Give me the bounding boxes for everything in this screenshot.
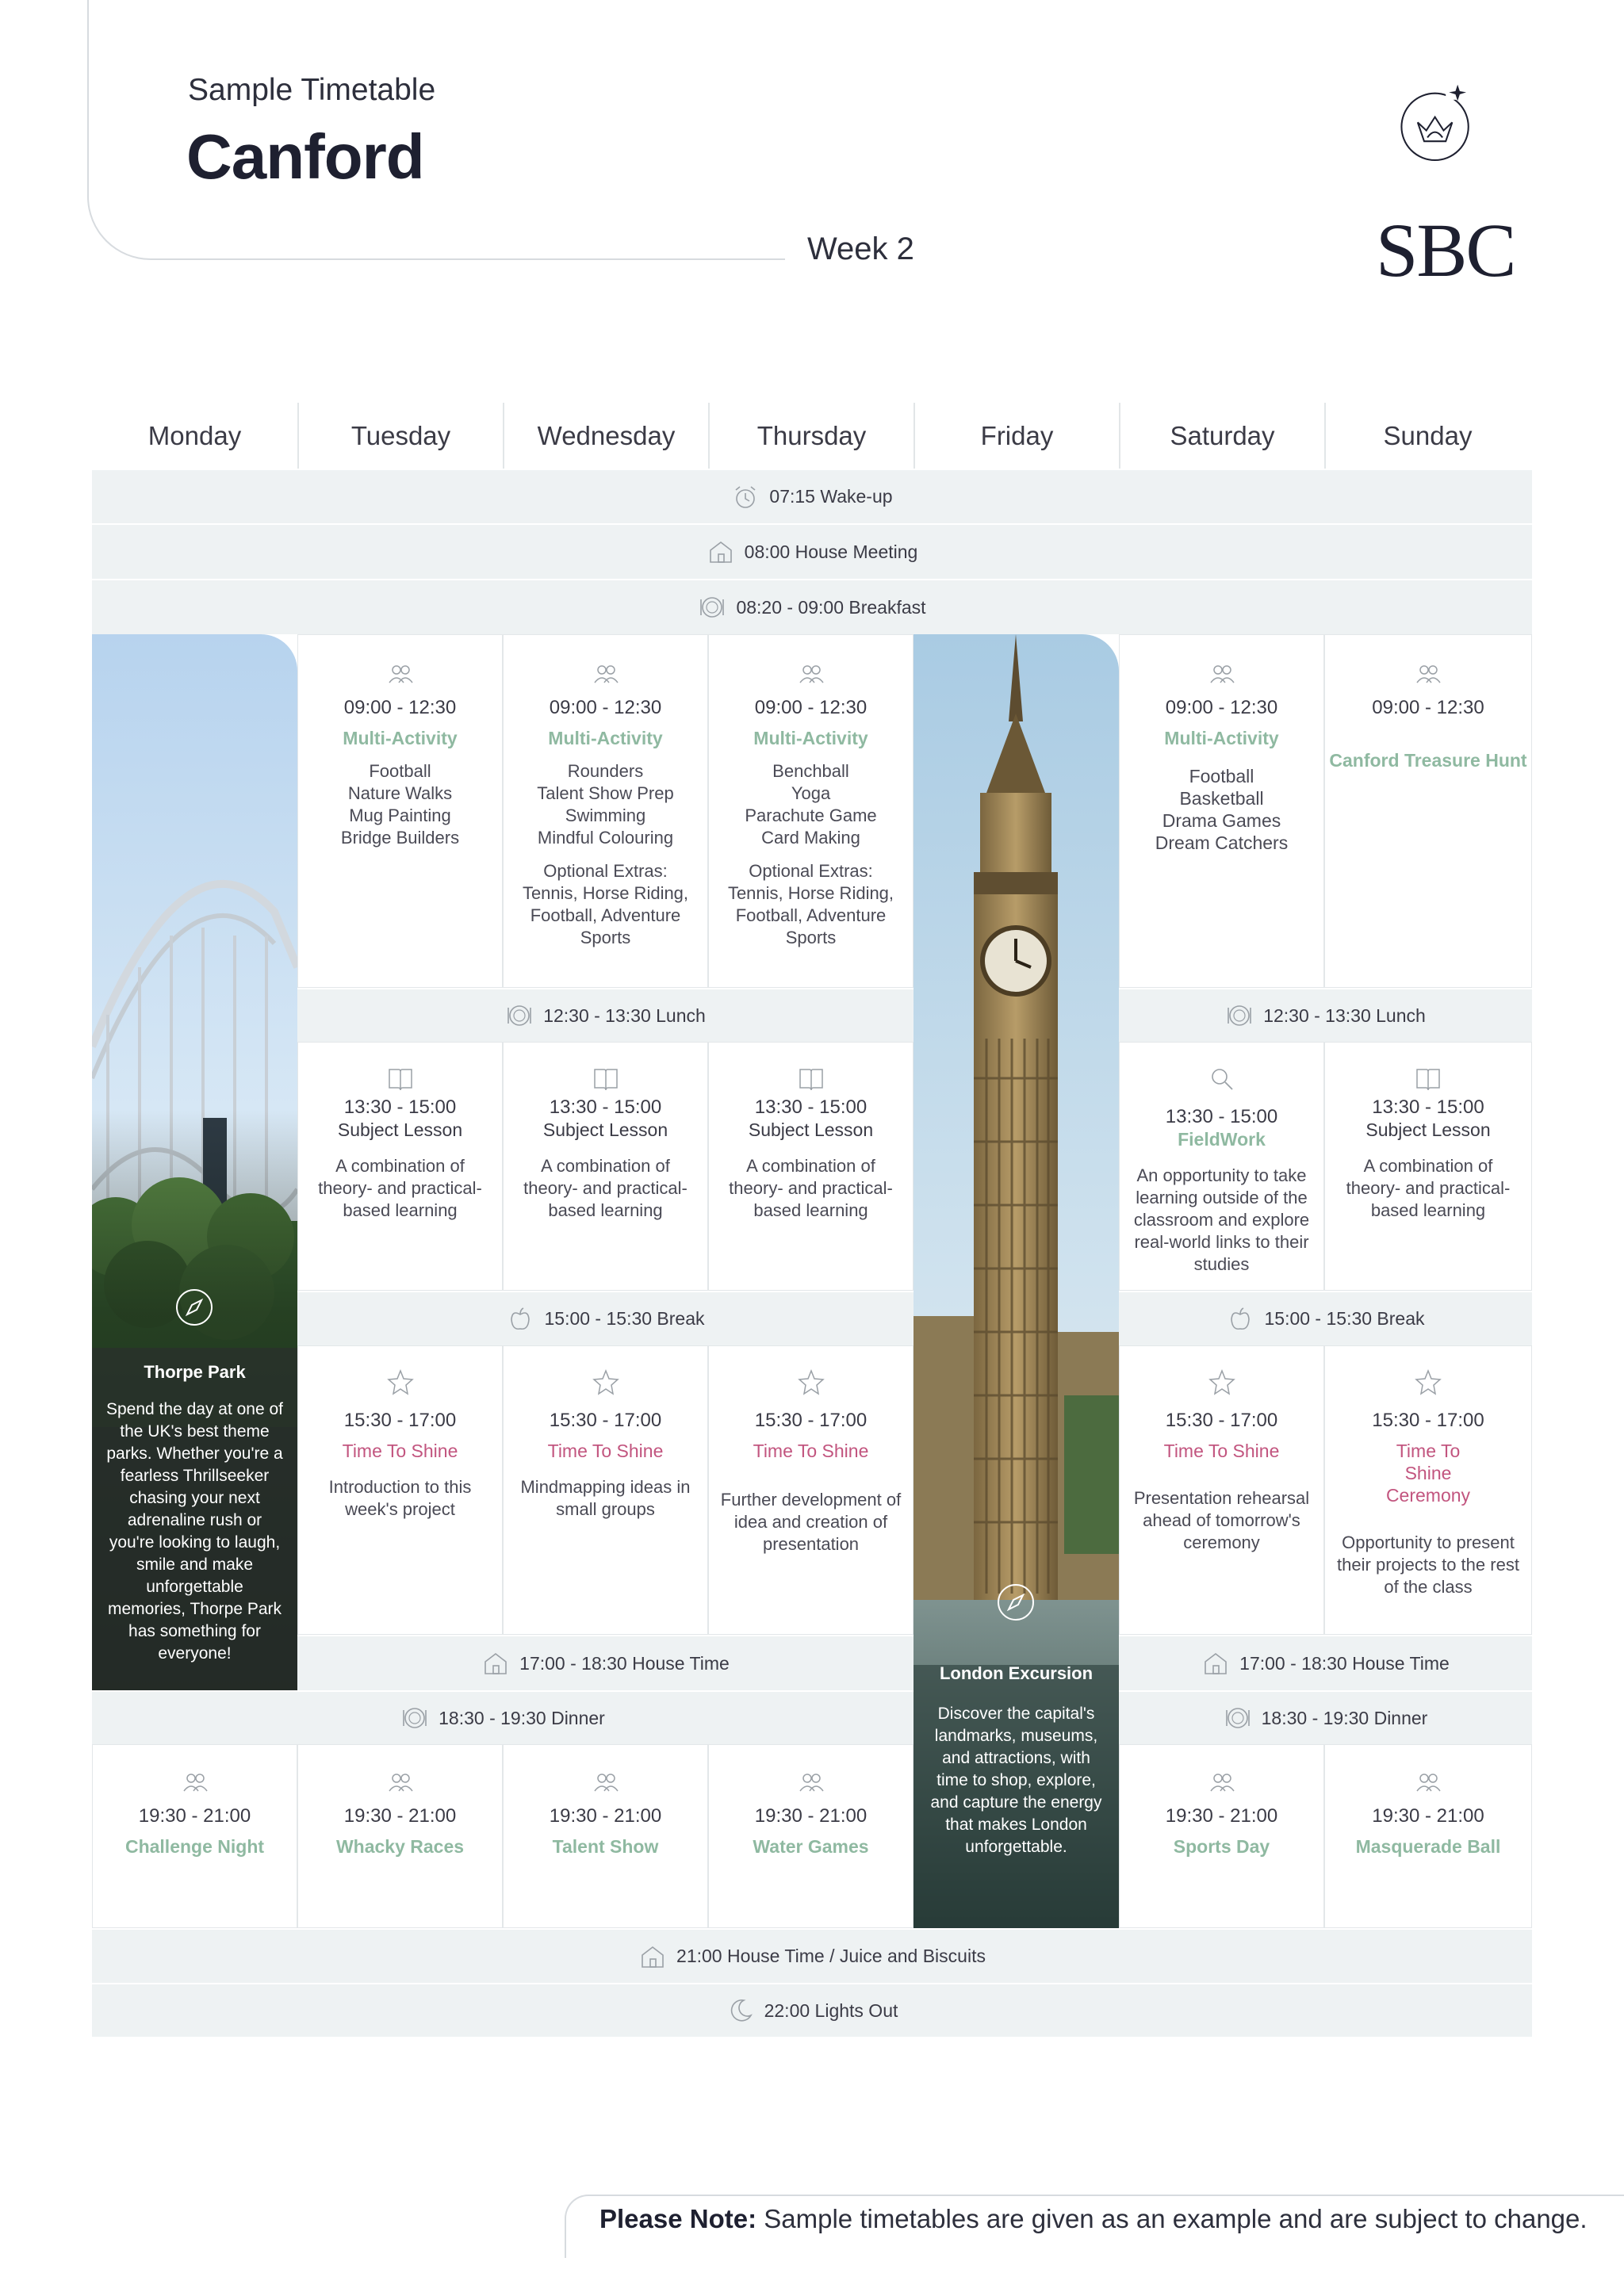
cell-time: 19:30 - 21:00 bbox=[1165, 1805, 1278, 1827]
list-item: Swimming bbox=[565, 806, 646, 825]
group-people-icon bbox=[1206, 1767, 1238, 1799]
alarm-clock-icon bbox=[731, 483, 760, 511]
cell-description: A combination of theory- and practical-based learning bbox=[1346, 1156, 1511, 1220]
cell-time: 13:30 - 15:00 bbox=[343, 1096, 457, 1118]
band-house-time-label: 17:00 - 18:30 House Time bbox=[1239, 1652, 1450, 1674]
house-icon bbox=[1201, 1649, 1230, 1678]
london-excursion-description: Discover the capital's landmarks, museums, and attractions, with time to shop, explore, and capture the energy that makes London unforgettable. bbox=[930, 1705, 1102, 1856]
cell-time: 13:30 - 15:00 bbox=[754, 1096, 868, 1118]
cell-title: Time To Shine bbox=[753, 1441, 869, 1461]
cell-title: Multi-Activity bbox=[753, 728, 868, 748]
cell-title: Time To Shine bbox=[1163, 1441, 1280, 1461]
list-item: Rounders bbox=[567, 761, 644, 781]
band-lights-out-label: 22:00 Lights Out bbox=[764, 1999, 898, 2021]
group-people-icon bbox=[385, 1767, 416, 1799]
cell-time: 19:30 - 21:00 bbox=[343, 1805, 457, 1827]
group-people-icon bbox=[795, 659, 827, 691]
day-header-sunday: Sunday bbox=[1324, 403, 1530, 469]
cell-time: 09:00 - 12:30 bbox=[1372, 697, 1484, 718]
list-item: Nature Walks bbox=[347, 783, 453, 803]
list-item: Parachute Game bbox=[745, 806, 877, 825]
cell-description: An opportunity to take learning outside of the classroom and explore real-world links to their studies bbox=[1133, 1165, 1310, 1274]
cell-wednesday-late-afternoon bbox=[503, 1345, 708, 1635]
cell-thursday-late-afternoon bbox=[708, 1345, 914, 1635]
cell-time: 09:00 - 12:30 bbox=[343, 697, 457, 718]
list-item: Dream Catchers bbox=[1155, 832, 1289, 853]
cell-title: Talent Show bbox=[552, 1836, 659, 1857]
house-icon bbox=[638, 1942, 667, 1971]
cell-title: Water Games bbox=[753, 1836, 869, 1857]
band-wakeup-label: 07:15 Wake-up bbox=[769, 486, 893, 507]
activity-list bbox=[1120, 765, 1323, 854]
band-break-right bbox=[1119, 1291, 1532, 1345]
cell-tuesday-morning bbox=[297, 634, 503, 988]
list-item: Mindful Colouring bbox=[537, 828, 674, 848]
star-icon bbox=[1206, 1367, 1238, 1399]
thorpe-park-title: Thorpe Park bbox=[144, 1362, 246, 1382]
open-book-icon bbox=[385, 1063, 416, 1095]
group-people-icon bbox=[1412, 659, 1444, 691]
band-breakfast-label: 08:20 - 09:00 Breakfast bbox=[736, 596, 926, 618]
cell-description: A combination of theory- and practical-based learning bbox=[729, 1156, 893, 1220]
cell-time: 15:30 - 17:00 bbox=[1372, 1410, 1484, 1431]
group-people-icon bbox=[1412, 1767, 1444, 1799]
cell-title: Canford Treasure Hunt bbox=[1329, 750, 1527, 771]
cell-title: Time To Shine Ceremony bbox=[1385, 1441, 1471, 1506]
day-header-monday: Monday bbox=[147, 420, 242, 450]
house-icon bbox=[707, 538, 735, 566]
cell-saturday-evening bbox=[1119, 1744, 1324, 1928]
band-juice-and-biscuits bbox=[92, 1928, 1532, 1983]
cell-title: Subject Lesson bbox=[748, 1119, 874, 1140]
optional-extras: Optional Extras: Tennis, Horse Riding, Football, Adventure Sports bbox=[522, 861, 689, 947]
cell-time: 19:30 - 21:00 bbox=[138, 1805, 251, 1827]
cell-time: 15:30 - 17:00 bbox=[549, 1410, 662, 1431]
group-people-icon bbox=[385, 659, 416, 691]
cell-title: Multi-Activity bbox=[343, 728, 458, 748]
cell-sunday-evening bbox=[1324, 1744, 1532, 1928]
london-excursion-title: London Excursion bbox=[939, 1663, 1094, 1683]
cell-thursday-morning bbox=[708, 634, 914, 988]
cell-saturday-afternoon bbox=[1119, 1042, 1324, 1291]
band-house-time-right bbox=[1119, 1635, 1532, 1690]
band-wakeup bbox=[92, 469, 1532, 523]
group-people-icon bbox=[795, 1767, 827, 1799]
group-people-icon bbox=[590, 1767, 622, 1799]
list-item: Basketball bbox=[1179, 788, 1264, 809]
compass-icon bbox=[996, 1582, 1036, 1622]
cell-saturday-late-afternoon bbox=[1119, 1345, 1324, 1635]
sbc-logo-text: SBC bbox=[1376, 208, 1515, 293]
star-icon bbox=[590, 1367, 622, 1399]
band-dinner-label: 18:30 - 19:30 Dinner bbox=[1261, 1707, 1428, 1728]
plate-cutlery-icon bbox=[400, 1704, 429, 1732]
list-item: Drama Games bbox=[1162, 810, 1281, 831]
list-item: Benchball bbox=[772, 761, 849, 781]
band-break-left bbox=[297, 1291, 914, 1345]
optional-extras: Optional Extras: Tennis, Horse Riding, Football, Adventure Sports bbox=[727, 861, 894, 947]
activity-list bbox=[504, 760, 707, 849]
week-label: Week 2 bbox=[807, 232, 914, 266]
cell-monday-evening bbox=[92, 1744, 297, 1928]
star-icon bbox=[1412, 1367, 1444, 1399]
list-item: Mug Painting bbox=[349, 806, 451, 825]
thorpe-park-photo bbox=[92, 634, 297, 1690]
day-header-friday: Friday bbox=[914, 403, 1119, 469]
cell-description: Opportunity to present their projects to the rest of the class bbox=[1337, 1533, 1519, 1597]
day-header-wednesday: Wednesday bbox=[503, 403, 708, 469]
compass-icon bbox=[174, 1288, 214, 1327]
cell-thursday-evening bbox=[708, 1744, 914, 1928]
apple-icon bbox=[506, 1305, 534, 1334]
thorpe-park-caption bbox=[92, 1362, 297, 1665]
plate-cutlery-icon bbox=[505, 1001, 534, 1030]
footer-note-label: Please Note: bbox=[599, 2204, 757, 2233]
cell-title: Multi-Activity bbox=[548, 728, 663, 748]
list-item: Football bbox=[369, 761, 431, 781]
cell-time: 15:30 - 17:00 bbox=[343, 1410, 457, 1431]
cell-sunday-morning bbox=[1324, 634, 1532, 988]
cell-title: Time To Shine bbox=[547, 1441, 664, 1461]
cell-description: A combination of theory- and practical-based learning bbox=[318, 1156, 482, 1220]
page-title: Canford bbox=[186, 121, 424, 192]
cell-title: Time To Shine bbox=[342, 1441, 458, 1461]
group-people-icon bbox=[179, 1767, 211, 1799]
band-house-time-left bbox=[297, 1635, 914, 1690]
cell-wednesday-afternoon bbox=[503, 1042, 708, 1291]
cell-time: 09:00 - 12:30 bbox=[1165, 697, 1278, 718]
band-lunch-label: 12:30 - 13:30 Lunch bbox=[543, 1004, 706, 1026]
cell-wednesday-morning bbox=[503, 634, 708, 988]
cell-description: Presentation rehearsal ahead of tomorrow's ceremony bbox=[1133, 1488, 1310, 1552]
cell-time: 15:30 - 17:00 bbox=[1165, 1410, 1278, 1431]
cell-time: 13:30 - 15:00 bbox=[549, 1096, 662, 1118]
cell-title: Challenge Night bbox=[124, 1836, 265, 1857]
cell-description: Introduction to this week's project bbox=[328, 1477, 472, 1519]
plate-cutlery-icon bbox=[1225, 1001, 1254, 1030]
day-header-saturday: Saturday bbox=[1119, 403, 1324, 469]
list-item: Football bbox=[1189, 766, 1254, 786]
apple-icon bbox=[1226, 1305, 1254, 1334]
magnifying-glass-icon bbox=[1206, 1063, 1238, 1095]
band-lunch-label: 12:30 - 13:30 Lunch bbox=[1263, 1004, 1426, 1026]
plate-cutlery-icon bbox=[1224, 1704, 1252, 1732]
band-house-time-label: 17:00 - 18:30 House Time bbox=[519, 1652, 730, 1674]
day-header-thursday: Thursday bbox=[708, 403, 914, 469]
activity-list bbox=[298, 760, 502, 849]
star-icon bbox=[385, 1367, 416, 1399]
cell-time: 19:30 - 21:00 bbox=[549, 1805, 662, 1827]
london-excursion-photo bbox=[914, 634, 1119, 1928]
band-dinner-label: 18:30 - 19:30 Dinner bbox=[439, 1707, 605, 1728]
band-dinner-right bbox=[1119, 1690, 1532, 1744]
list-item: Card Making bbox=[761, 828, 860, 848]
band-breakfast bbox=[92, 579, 1532, 634]
day-header-tuesday: Tuesday bbox=[297, 403, 503, 469]
cell-wednesday-evening bbox=[503, 1744, 708, 1928]
cell-description: A combination of theory- and practical-based learning bbox=[523, 1156, 688, 1220]
cell-title: Subject Lesson bbox=[1365, 1119, 1491, 1140]
cell-time: 09:00 - 12:30 bbox=[754, 697, 868, 718]
activity-list bbox=[709, 760, 913, 849]
band-juice-label: 21:00 House Time / Juice and Biscuits bbox=[676, 1946, 986, 1966]
cell-sunday-late-afternoon bbox=[1324, 1345, 1532, 1635]
cell-time: 13:30 - 15:00 bbox=[1165, 1106, 1278, 1127]
cell-title: FieldWork bbox=[1178, 1129, 1266, 1150]
cell-tuesday-evening bbox=[297, 1744, 503, 1928]
band-lights-out bbox=[92, 1983, 1532, 2037]
house-icon bbox=[481, 1649, 510, 1678]
sbc-crown-logo-icon bbox=[1396, 79, 1507, 214]
cell-thursday-afternoon bbox=[708, 1042, 914, 1291]
open-book-icon bbox=[590, 1063, 622, 1095]
cell-description: Further development of idea and creation of presentation bbox=[720, 1490, 902, 1554]
cell-title: Whacky Races bbox=[335, 1836, 465, 1857]
plate-cutlery-icon bbox=[698, 593, 726, 622]
band-house-meeting bbox=[92, 523, 1532, 579]
footer-note-text: Sample timetables are given as an example and are subject to change. bbox=[756, 2204, 1588, 2233]
footer-note bbox=[599, 2204, 1588, 2234]
band-break-label: 15:00 - 15:30 Break bbox=[1264, 1308, 1425, 1329]
cell-tuesday-late-afternoon bbox=[297, 1345, 503, 1635]
band-break-label: 15:00 - 15:30 Break bbox=[544, 1308, 705, 1329]
thorpe-park-description: Spend the day at one of the UK's best theme parks. Whether you're a fearless Thrillseeker chasing your next adrenaline rush or you're looking to laugh, smile and make unforgettable memories, Thorpe Park has something for everyone! bbox=[106, 1400, 284, 1663]
moon-icon bbox=[726, 1996, 755, 2025]
star-icon bbox=[795, 1367, 827, 1399]
cell-title: Subject Lesson bbox=[542, 1119, 668, 1140]
cell-time: 19:30 - 21:00 bbox=[754, 1805, 868, 1827]
cell-saturday-morning bbox=[1119, 634, 1324, 988]
london-excursion-caption bbox=[914, 1663, 1119, 1858]
cell-title: Subject Lesson bbox=[337, 1119, 463, 1140]
list-item: Bridge Builders bbox=[340, 828, 460, 848]
band-dinner-left bbox=[92, 1690, 914, 1744]
list-item: Yoga bbox=[791, 783, 831, 803]
cell-time: 15:30 - 17:00 bbox=[754, 1410, 868, 1431]
cell-sunday-afternoon bbox=[1324, 1042, 1532, 1291]
cell-title: Sports Day bbox=[1173, 1836, 1270, 1857]
cell-title: Masquerade Ball bbox=[1355, 1836, 1501, 1857]
list-item: Talent Show Prep bbox=[537, 783, 674, 803]
band-lunch-right bbox=[1119, 988, 1532, 1042]
open-book-icon bbox=[1412, 1063, 1444, 1095]
cell-title: Multi-Activity bbox=[1164, 728, 1279, 748]
group-people-icon bbox=[590, 659, 622, 691]
group-people-icon bbox=[1206, 659, 1238, 691]
open-book-icon bbox=[795, 1063, 827, 1095]
cell-tuesday-afternoon bbox=[297, 1042, 503, 1291]
band-lunch-left bbox=[297, 988, 914, 1042]
page-subtitle: Sample Timetable bbox=[188, 73, 436, 107]
cell-time: 19:30 - 21:00 bbox=[1372, 1805, 1484, 1827]
cell-description: Mindmapping ideas in small groups bbox=[520, 1477, 691, 1519]
cell-time: 09:00 - 12:30 bbox=[549, 697, 662, 718]
band-house-meeting-label: 08:00 House Meeting bbox=[744, 541, 918, 562]
cell-time: 13:30 - 15:00 bbox=[1372, 1096, 1484, 1118]
